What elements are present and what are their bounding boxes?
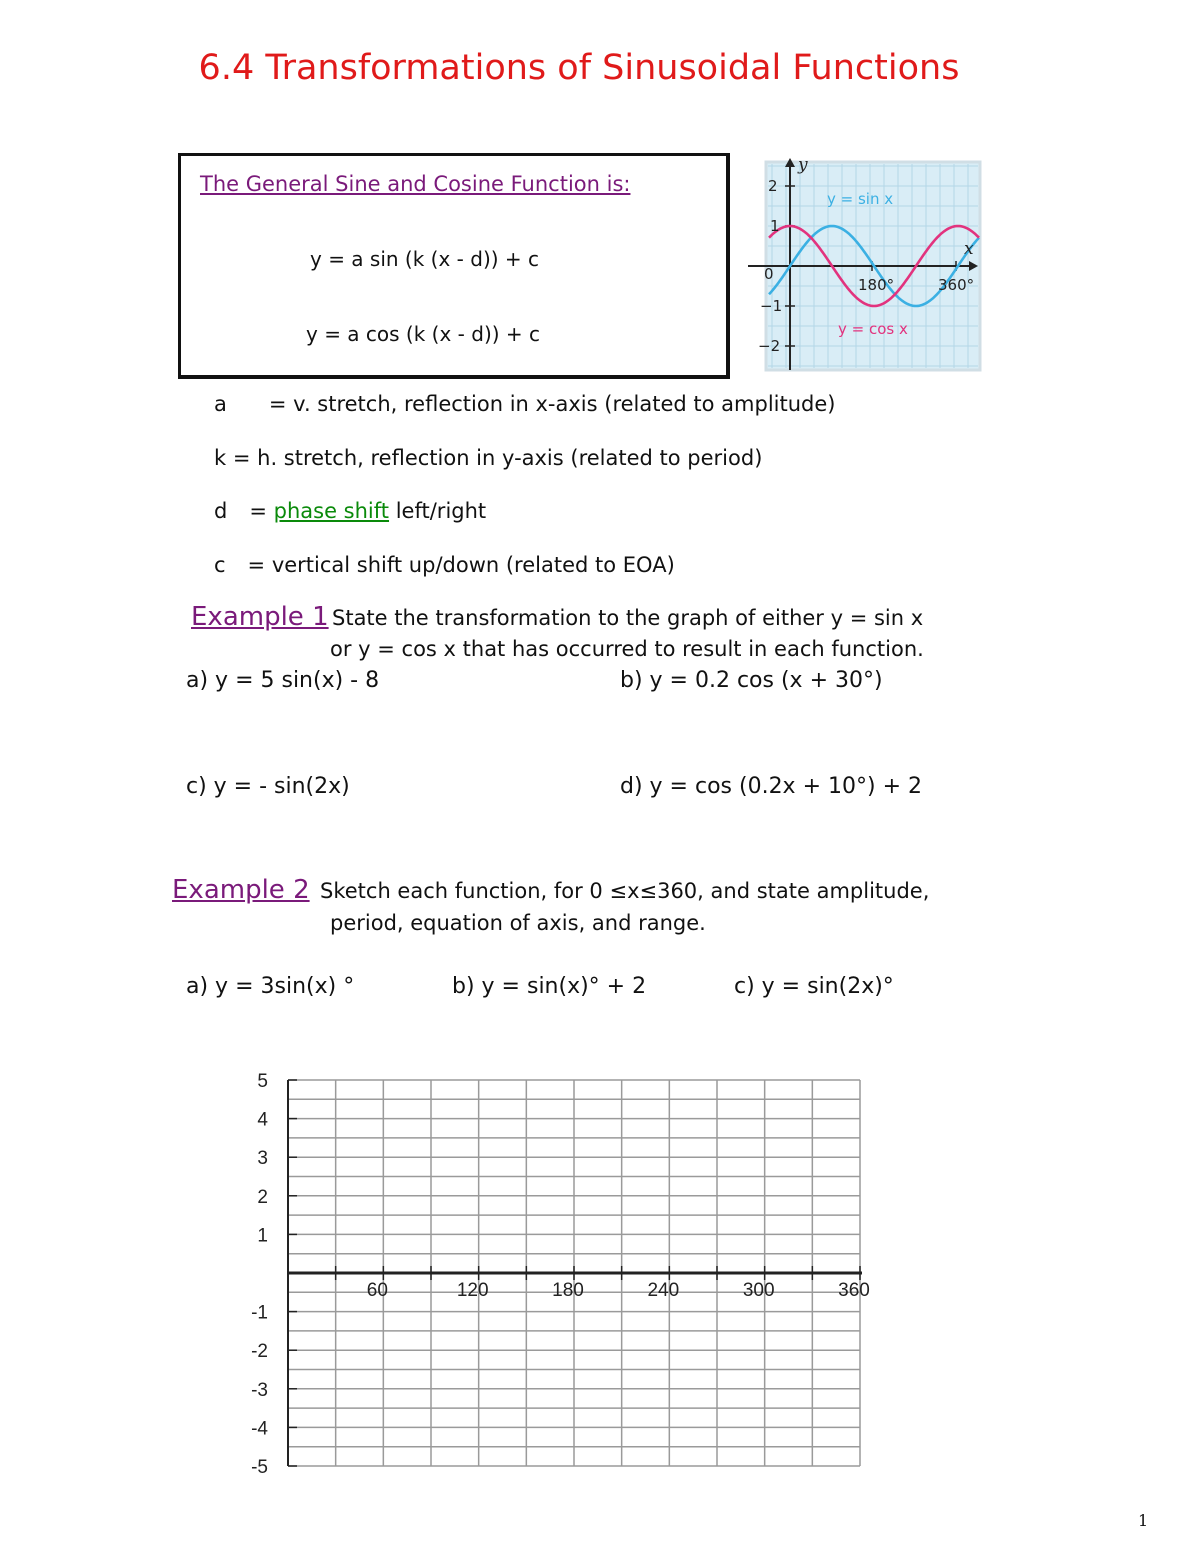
param-desc: = [249,499,267,523]
param-d [214,499,486,523]
example1-question-b: b) y = 0.2 cos (x + 30°) [620,668,883,693]
param-desc: = vertical shift up/down (related to EOA) [247,553,675,577]
param-k [214,446,762,470]
sketch-grid-chart[interactable] [240,1060,880,1480]
y-tick-label: -5 [251,1457,268,1478]
example2-instructions-line1: Sketch each function, for 0 ≤x≤360, and state amplitude, [320,879,930,903]
y-tick-label: 2 [257,1186,268,1208]
example1-instructions-line2: or y = cos x that has occurred to result in each function. [330,637,924,661]
y-tick-label: 5 [257,1071,268,1092]
example2-question-b: b) y = sin(x)° + 2 [452,974,647,999]
y-tick-label: 4 [257,1109,268,1131]
example2-instructions-line2: period, equation of axis, and range. [330,911,706,935]
example2-question-c: c) y = sin(2x)° [734,974,894,999]
y-tick-label: -4 [251,1418,268,1440]
y-tick-label: -1 [251,1302,268,1324]
x-tick-label: 120 [456,1280,489,1301]
param-var: c [214,553,226,577]
page-number: 1 [1138,1511,1149,1530]
example2-question-a: a) y = 3sin(x) ° [186,974,355,999]
param-desc: = h. stretch, reflection in y-axis (related to period) [232,446,763,470]
x-tick-label: 360 [838,1280,870,1301]
example1-question-c: c) y = - sin(2x) [186,774,350,799]
x-tick-label: 240 [647,1280,680,1301]
sin-label: y = sin x [827,190,894,208]
ref-x-axis-label: x [964,239,974,259]
ref-y-tick: 0 [764,265,774,283]
phase-shift-link[interactable]: phase shift [273,499,390,523]
example1-instructions-line1: State the transformation to the graph of either y = sin x [332,606,924,630]
example1-heading: Example 1 [191,602,329,632]
param-var: k [214,446,227,470]
sine-formula: y = a sin (k (x - d)) + c [310,247,540,271]
y-tick-label: 3 [257,1148,268,1170]
cos-label: y = cos x [838,320,908,338]
x-tick-label: 60 [366,1280,388,1301]
ref-x-tick: 360° [938,276,975,294]
example1-question-d: d) y = cos (0.2x + 10°) + 2 [620,774,922,799]
page-title: 6.4 Transformations of Sinusoidal Functions [198,48,960,88]
y-tick-label: 1 [257,1225,268,1247]
ref-y-tick: −2 [758,337,781,355]
ref-x-tick: 180° [858,276,895,294]
x-tick-label: 180 [552,1280,584,1301]
reference-sine-cosine-graph [748,156,984,374]
param-var: a [214,392,227,416]
cosine-formula: y = a cos (k (x - d)) + c [306,322,541,346]
example1-question-a: a) y = 5 sin(x) - 8 [186,668,380,693]
param-a [214,392,835,416]
ref-y-tick: 1 [770,217,780,235]
param-var: d [214,499,228,523]
ref-y-tick: −1 [760,297,783,315]
param-desc: = v. stretch, reflection in x-axis (related to amplitude) [268,392,836,416]
x-tick-label: 300 [742,1280,775,1301]
ref-y-axis-label: y [798,156,808,175]
y-tick-label: -3 [251,1379,268,1401]
example2-heading: Example 2 [172,875,310,905]
y-tick-label: -2 [251,1341,268,1363]
param-c [214,553,675,577]
param-desc-rest: left/right [395,499,487,523]
general-function-heading: The General Sine and Cosine Function is: [200,172,631,196]
ref-y-tick: 2 [768,177,778,195]
